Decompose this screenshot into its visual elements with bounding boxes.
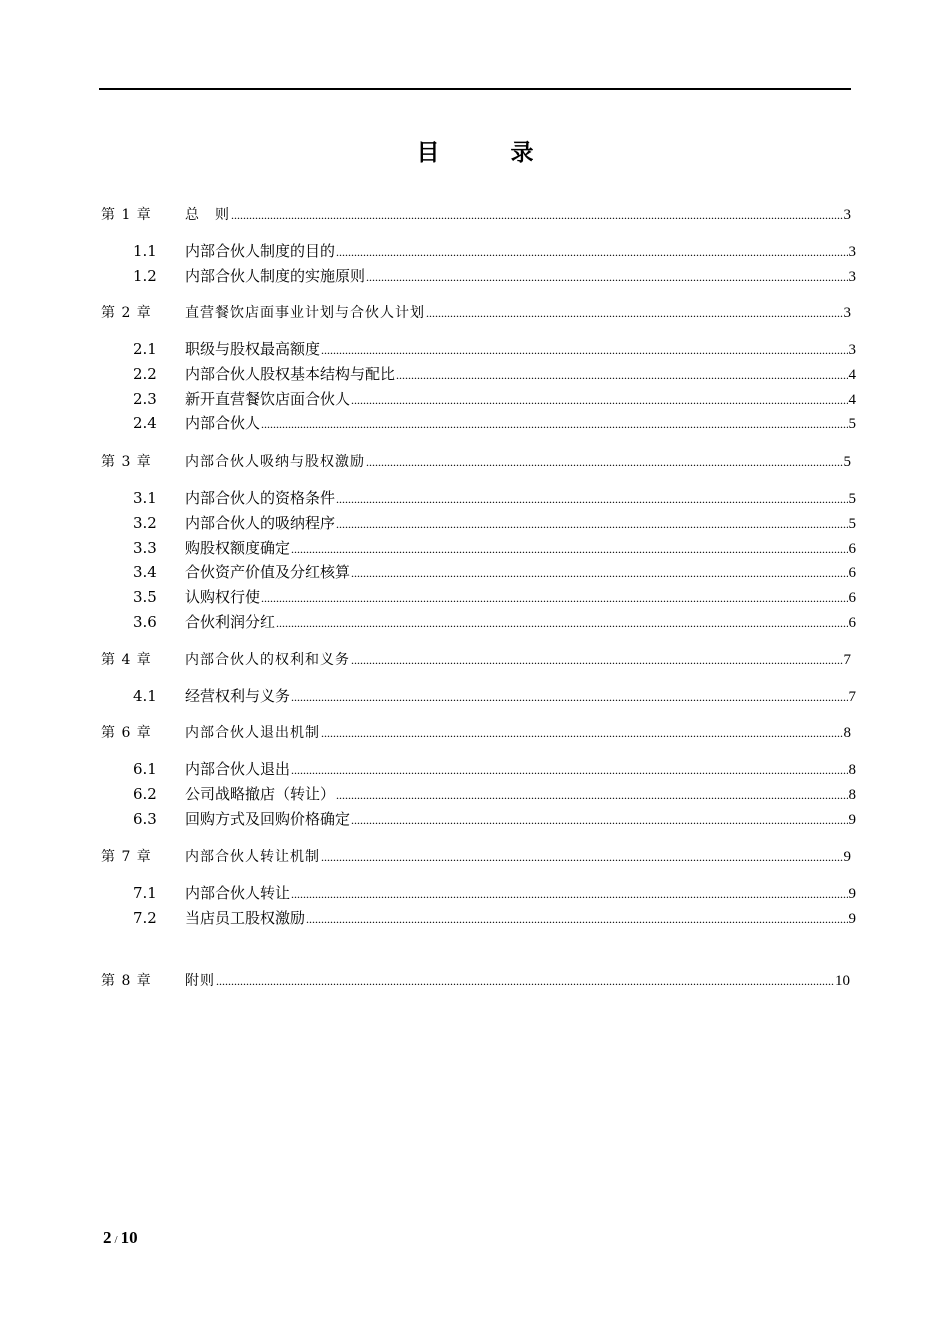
section-title: 认购权行使 xyxy=(185,588,261,607)
section-number: 6.1 xyxy=(133,760,157,778)
dot-leader xyxy=(321,850,843,865)
section-title: 经营权利与义务 xyxy=(185,687,291,705)
section-number: 3.3 xyxy=(133,538,157,557)
section-number: 7.2 xyxy=(133,908,157,927)
section-page-number: 9 xyxy=(848,811,856,828)
chapter-title: 内部合伙人转让机制 xyxy=(185,849,320,865)
section-number: 3.1 xyxy=(133,489,157,507)
toc-section-entry[interactable] xyxy=(133,512,856,533)
toc-chapter-entry[interactable] xyxy=(101,846,851,866)
dot-leader xyxy=(261,417,847,432)
section-number: 1.2 xyxy=(133,266,157,285)
section-title: 新开直营餐饮店面合伙人 xyxy=(185,389,351,408)
dot-leader xyxy=(336,517,847,532)
section-title: 购股权额度确定 xyxy=(185,538,291,557)
dot-leader xyxy=(336,788,847,803)
section-page-number: 4 xyxy=(848,391,856,408)
chapter-number: 第 1 章 xyxy=(101,207,152,223)
section-title: 公司战略撤店（转让） xyxy=(185,784,336,803)
dot-leader xyxy=(291,690,847,705)
section-page-number: 3 xyxy=(848,268,856,285)
chapter-number: 第 8 章 xyxy=(101,973,152,989)
section-number: 3.5 xyxy=(133,588,157,607)
toc-chapter-entry[interactable] xyxy=(101,970,850,990)
toc-section-entry[interactable] xyxy=(133,907,856,928)
dot-leader xyxy=(216,974,834,989)
dot-leader xyxy=(336,245,847,260)
toc-section-entry[interactable] xyxy=(133,586,856,607)
section-number: 3.2 xyxy=(133,513,157,532)
section-title: 内部合伙人 xyxy=(185,414,261,433)
section-title: 内部合伙人的吸纳程序 xyxy=(185,513,336,532)
header-rule xyxy=(99,88,851,90)
toc-chapter-entry[interactable] xyxy=(101,302,851,322)
toc-section-entry[interactable] xyxy=(133,808,856,829)
toc-section-entry[interactable] xyxy=(133,685,856,706)
toc-chapter-entry[interactable] xyxy=(101,451,851,471)
section-page-number: 4 xyxy=(848,366,856,383)
chapter-number: 第 6 章 xyxy=(101,725,152,741)
section-page-number: 6 xyxy=(848,565,856,582)
dot-leader xyxy=(276,616,847,631)
section-title: 内部合伙人制度的实施原则 xyxy=(185,266,366,285)
chapter-page-number: 3 xyxy=(843,207,851,223)
dot-leader xyxy=(396,368,847,383)
section-title: 合伙资产价值及分红核算 xyxy=(185,563,351,582)
page-footer xyxy=(103,1228,138,1248)
section-number: 6.2 xyxy=(133,784,157,803)
total-pages: 10 xyxy=(120,1228,138,1247)
chapter-title: 直营餐饮店面事业计划与合伙人计划 xyxy=(185,305,425,321)
toc-chapter-entry[interactable] xyxy=(101,649,851,669)
chapter-number: 第 4 章 xyxy=(101,652,152,668)
section-page-number: 7 xyxy=(848,689,856,705)
dot-leader xyxy=(291,542,847,557)
dot-leader xyxy=(351,813,847,828)
chapter-page-number: 8 xyxy=(843,725,851,741)
section-title: 内部合伙人制度的目的 xyxy=(185,242,336,260)
chapter-number: 第 3 章 xyxy=(101,454,152,470)
toc-chapter-entry[interactable] xyxy=(101,722,851,742)
section-page-number: 5 xyxy=(848,416,856,433)
dot-leader xyxy=(351,653,843,668)
section-title: 内部合伙人的资格条件 xyxy=(185,489,336,507)
section-number: 2.4 xyxy=(133,414,157,433)
toc-section-entry[interactable] xyxy=(133,412,856,433)
section-title: 内部合伙人转让 xyxy=(185,884,291,902)
toc-section-entry[interactable] xyxy=(133,363,856,384)
section-title: 内部合伙人退出 xyxy=(185,760,291,778)
section-number: 1.1 xyxy=(133,242,157,260)
section-page-number: 6 xyxy=(848,615,856,631)
toc-section-entry[interactable] xyxy=(133,611,856,632)
section-title: 当店员工股权激励 xyxy=(185,908,306,927)
chapter-title: 内部合伙人吸纳与股权激励 xyxy=(185,454,365,470)
section-number: 2.3 xyxy=(133,389,157,408)
toc-section-entry[interactable] xyxy=(133,388,856,409)
dot-leader xyxy=(336,492,847,507)
section-page-number: 3 xyxy=(848,244,856,260)
toc-chapter-entry[interactable] xyxy=(101,204,851,224)
section-number: 2.2 xyxy=(133,364,157,383)
toc-section-entry[interactable] xyxy=(133,783,856,804)
toc-section-entry[interactable] xyxy=(133,882,856,903)
section-title: 回购方式及回购价格确定 xyxy=(185,809,351,828)
section-page-number: 3 xyxy=(848,342,856,358)
dot-leader xyxy=(321,343,847,358)
dot-leader xyxy=(306,912,847,927)
chapter-title: 内部合伙人的权利和义务 xyxy=(185,652,350,668)
section-page-number: 5 xyxy=(848,491,856,507)
toc-title: 目 录 xyxy=(416,139,558,166)
chapter-page-number: 10 xyxy=(835,973,850,989)
dot-leader xyxy=(351,566,847,581)
section-page-number: 8 xyxy=(848,786,856,803)
section-page-number: 9 xyxy=(848,910,856,927)
chapter-number: 第 7 章 xyxy=(101,849,152,865)
chapter-number: 第 2 章 xyxy=(101,305,152,321)
dot-leader xyxy=(291,763,847,778)
section-page-number: 8 xyxy=(848,762,856,778)
chapter-title: 总 则 xyxy=(185,207,230,223)
current-page-number: 2 xyxy=(103,1228,112,1247)
toc-section-entry[interactable] xyxy=(133,487,856,508)
section-number: 6.3 xyxy=(133,809,157,828)
section-number: 3.6 xyxy=(133,613,157,631)
section-title: 职级与股权最高额度 xyxy=(185,340,321,358)
page-separator: / xyxy=(114,1234,118,1246)
dot-leader xyxy=(426,306,843,321)
toc-section-entry[interactable] xyxy=(133,561,856,582)
section-number: 3.4 xyxy=(133,563,157,582)
section-page-number: 5 xyxy=(848,515,856,532)
section-number: 7.1 xyxy=(133,884,157,902)
chapter-page-number: 3 xyxy=(843,305,851,321)
dot-leader xyxy=(366,455,843,470)
toc-section-entry[interactable] xyxy=(133,240,856,261)
chapter-page-number: 7 xyxy=(843,652,851,668)
dot-leader xyxy=(351,393,847,408)
section-page-number: 9 xyxy=(848,886,856,902)
chapter-title: 内部合伙人退出机制 xyxy=(185,725,320,741)
section-title: 内部合伙人股权基本结构与配比 xyxy=(185,364,396,383)
toc-section-entry[interactable] xyxy=(133,758,856,779)
dot-leader xyxy=(321,726,843,741)
dot-leader xyxy=(231,208,843,223)
section-title: 合伙利润分红 xyxy=(185,613,276,631)
section-page-number: 6 xyxy=(848,540,856,557)
dot-leader xyxy=(291,887,847,902)
toc-section-entry[interactable] xyxy=(133,537,856,558)
section-number: 2.1 xyxy=(133,340,157,358)
chapter-page-number: 9 xyxy=(843,849,851,865)
toc-section-entry[interactable] xyxy=(133,338,856,359)
chapter-title: 附则 xyxy=(185,973,215,989)
chapter-page-number: 5 xyxy=(843,454,851,470)
dot-leader xyxy=(261,591,847,606)
dot-leader xyxy=(366,270,847,285)
toc-section-entry[interactable] xyxy=(133,265,856,286)
section-number: 4.1 xyxy=(133,687,157,705)
section-page-number: 6 xyxy=(848,590,856,607)
